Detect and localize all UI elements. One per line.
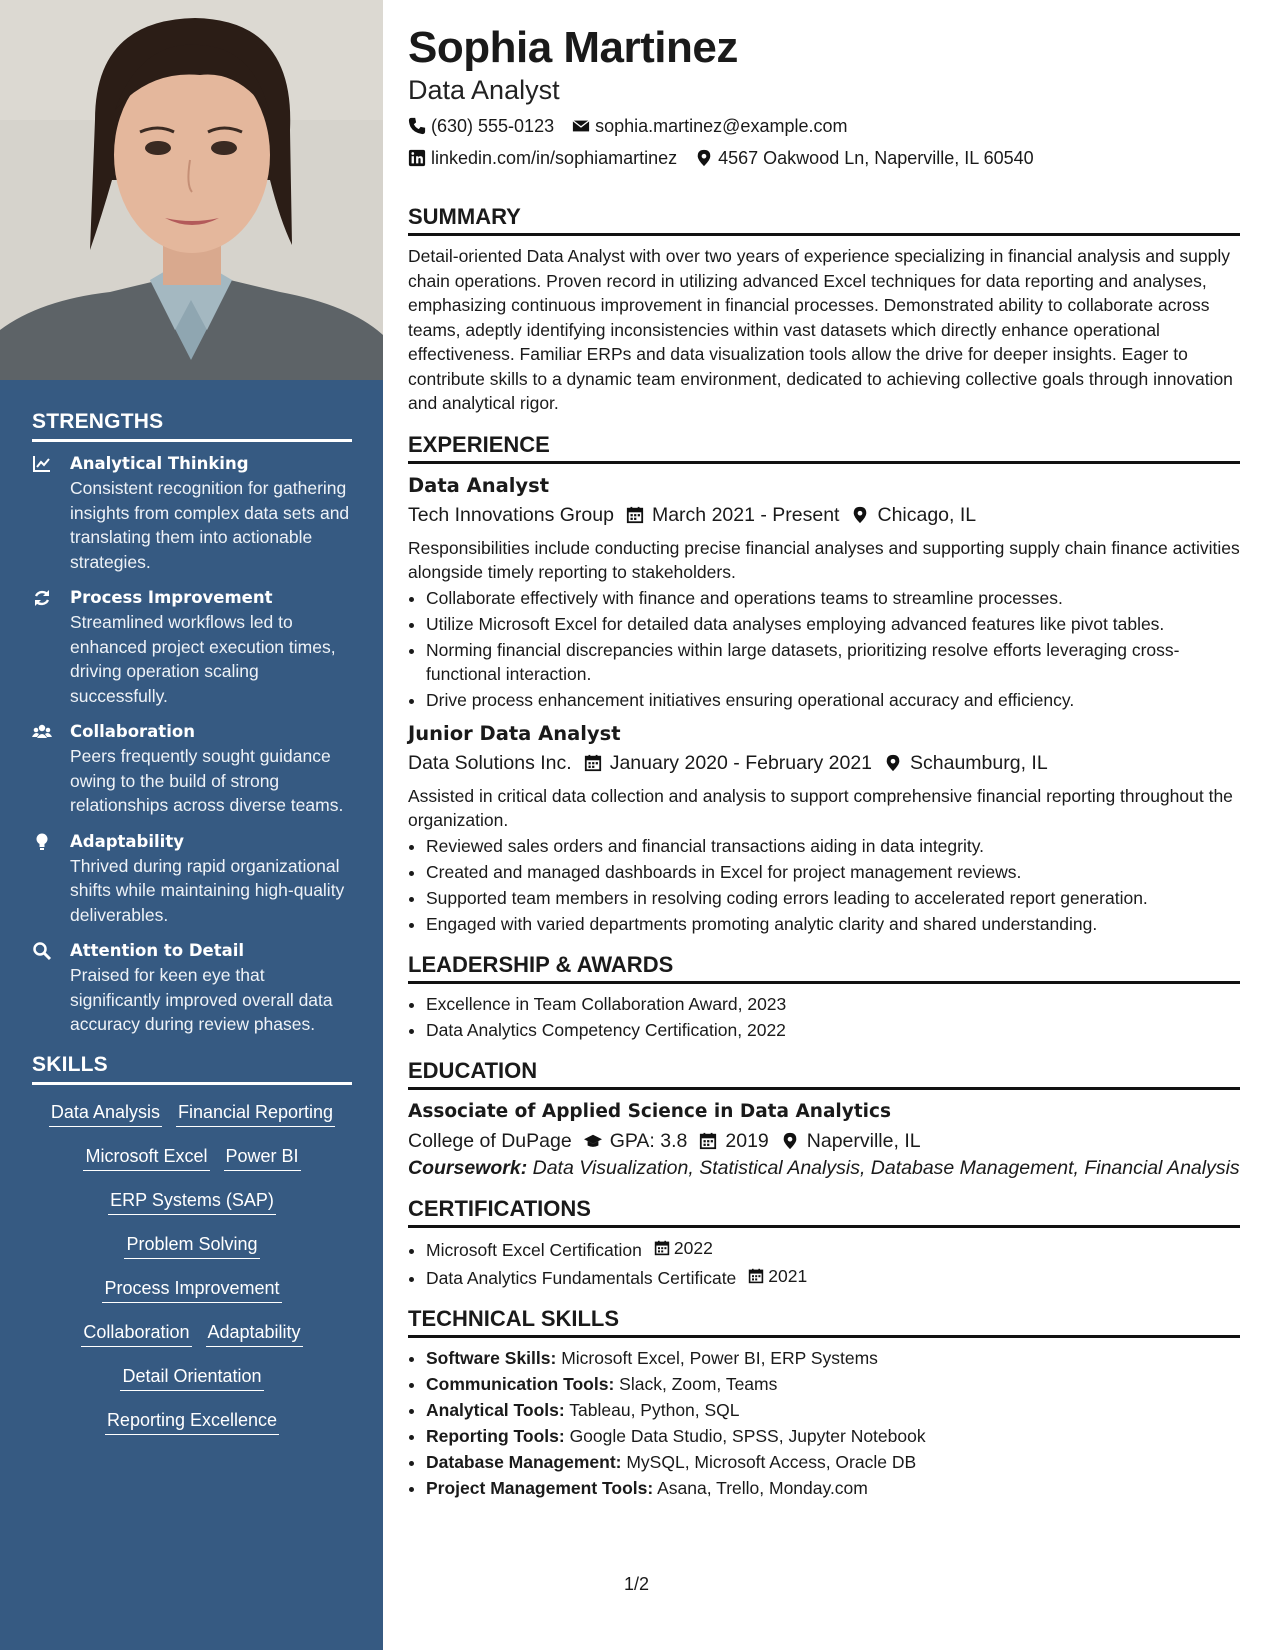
coursework bbox=[408, 1156, 1240, 1180]
cert-year: 2021 bbox=[768, 1265, 808, 1286]
map-pin-icon bbox=[781, 1132, 799, 1150]
calendar-icon bbox=[748, 1268, 764, 1284]
person-name: Sophia Martinez bbox=[408, 23, 738, 72]
job-dates: January 2020 - February 2021 bbox=[609, 751, 873, 774]
map-pin-icon bbox=[695, 149, 713, 167]
job-entry bbox=[408, 472, 1240, 712]
strength-item bbox=[32, 720, 352, 818]
calendar-icon bbox=[654, 1240, 670, 1256]
tech-value: Microsoft Excel, Power BI, ERP Systems bbox=[561, 1347, 878, 1368]
linkedin-link[interactable]: linkedin.com/in/sophiamartinez bbox=[431, 148, 678, 168]
tech-value: Tableau, Python, SQL bbox=[569, 1399, 740, 1420]
job-meta bbox=[408, 500, 1240, 530]
job-bullets bbox=[408, 586, 1240, 712]
envelope-icon bbox=[572, 117, 590, 135]
phone-number[interactable]: (630) 555-0123 bbox=[431, 116, 555, 136]
coursework-text: Data Visualization, Statistical Analysis, Database Management, Financial Analysis bbox=[532, 1156, 1240, 1179]
refresh-icon bbox=[32, 586, 70, 708]
tech-value: Slack, Zoom, Teams bbox=[619, 1373, 778, 1394]
main-content bbox=[408, 22, 1240, 1502]
graduation-year: 2019 bbox=[725, 1129, 769, 1152]
sidebar bbox=[0, 0, 383, 1650]
skill-tag: Data Analysis bbox=[49, 1099, 162, 1127]
map-pin-icon bbox=[884, 754, 902, 772]
list-item: • Supported team members in resolving coding errors leading to accelerated report generation. bbox=[426, 886, 1240, 910]
skills-list bbox=[32, 1099, 352, 1435]
awards-heading: LEADERSHIP & AWARDS bbox=[408, 952, 1240, 984]
users-icon bbox=[32, 720, 70, 818]
tech-label: Communication Tools: bbox=[426, 1373, 615, 1394]
summary-text: Detail-oriented Data Analyst with over two years of experience specializing in financial analysis and supply chain operations. Proven record in utilizing advanced Excel techniques for data reporting and analyses, emphasizing continuous improvement in financial processes. Demonstrated ability to collaborate across teams, adeptly identifying inconsistencies within vast datasets which directly enhance operational effectiveness. Familiar ERPs and data visualization tools allow the drive for deeper insights. Eager to contribute skills to a dynamic team environment, dedicated to achieving collective goals through innovation and analytical rigor. bbox=[408, 246, 1233, 413]
phone-icon bbox=[408, 117, 426, 135]
job-location: Schaumburg, IL bbox=[910, 751, 1048, 774]
list-item bbox=[426, 1450, 1240, 1474]
list-item bbox=[426, 1372, 1240, 1396]
strength-item bbox=[32, 939, 352, 1037]
strength-desc: Streamlined workflows led to enhanced project execution times, driving operation scaling successfully. bbox=[70, 612, 336, 706]
strength-desc: Peers frequently sought guidance owing to the build of strong relationships across diverse teams. bbox=[70, 746, 344, 815]
list-item: • Utilize Microsoft Excel for detailed data analyses employing advanced features like pivot tables. bbox=[426, 612, 1240, 636]
tech-label: Database Management: bbox=[426, 1451, 622, 1472]
tech-value: MySQL, Microsoft Access, Oracle DB bbox=[626, 1451, 917, 1472]
list-item bbox=[426, 1424, 1240, 1448]
tech-label: Software Skills: bbox=[426, 1347, 557, 1368]
skill-tag: Process Improvement bbox=[102, 1275, 281, 1303]
experience-heading: EXPERIENCE bbox=[408, 432, 1240, 464]
list-item: • Data Analytics Competency Certification, 2022 bbox=[426, 1018, 1240, 1042]
skills-heading: SKILLS bbox=[32, 1053, 352, 1085]
school-location: Naperville, IL bbox=[806, 1129, 921, 1152]
strength-desc: Praised for keen eye that significantly improved overall data accuracy during review phases. bbox=[70, 965, 333, 1034]
job-description: Assisted in critical data collection and analysis to support comprehensive financial reporting throughout the organization. bbox=[408, 785, 1233, 830]
strength-desc: Consistent recognition for gathering insights from complex data sets and translating them into actionable strategies. bbox=[70, 478, 350, 572]
education-meta bbox=[408, 1126, 1240, 1156]
job-meta bbox=[408, 748, 1240, 778]
strength-title: Adaptability bbox=[70, 831, 184, 851]
strength-item bbox=[32, 452, 352, 574]
cert-year: 2022 bbox=[673, 1237, 713, 1258]
list-item bbox=[426, 1264, 1240, 1290]
contact-row-2 bbox=[408, 142, 1240, 174]
list-item: • Reviewed sales orders and financial transactions aiding in data integrity. bbox=[426, 834, 1240, 858]
technical-skills-list bbox=[408, 1346, 1240, 1500]
gpa-text: GPA: 3.8 bbox=[609, 1129, 688, 1152]
strength-title: Attention to Detail bbox=[70, 941, 245, 960]
tech-label: Reporting Tools: bbox=[426, 1425, 565, 1446]
awards-list bbox=[408, 992, 1240, 1042]
skill-tag: Detail Orientation bbox=[120, 1363, 263, 1391]
skill-tag: Financial Reporting bbox=[176, 1099, 335, 1127]
email-link[interactable]: sophia.martinez@example.com bbox=[595, 116, 848, 136]
calendar-icon bbox=[699, 1132, 717, 1150]
list-item bbox=[426, 1346, 1240, 1370]
list-item bbox=[426, 1476, 1240, 1500]
skill-tag: Power BI bbox=[224, 1143, 301, 1171]
job-entry bbox=[408, 720, 1240, 936]
address-text: 4567 Oakwood Ln, Naperville, IL 60540 bbox=[718, 148, 1034, 168]
strengths-heading: STRENGTHS bbox=[32, 410, 352, 442]
strength-desc: Thrived during rapid organizational shifts while maintaining high-quality deliverables. bbox=[70, 855, 345, 925]
graduation-cap-icon bbox=[584, 1132, 602, 1150]
strength-title: Process Improvement bbox=[70, 588, 273, 607]
calendar-icon bbox=[626, 506, 644, 524]
list-item: • Collaborate effectively with finance and operations teams to streamline processes. bbox=[426, 586, 1240, 610]
company-name: Data Solutions Inc. bbox=[408, 751, 572, 774]
skill-tag: Adaptability bbox=[206, 1319, 303, 1347]
education-heading: EDUCATION bbox=[408, 1058, 1240, 1090]
strength-title: Analytical Thinking bbox=[70, 454, 249, 473]
list-item bbox=[426, 1236, 1240, 1262]
tech-value: Asana, Trello, Monday.com bbox=[657, 1477, 868, 1498]
tech-label: Analytical Tools: bbox=[426, 1399, 565, 1420]
job-description: Responsibilities include conducting precise financial analyses and supporting supply chain finance activities alongside timely reporting to stakeholders. bbox=[408, 537, 1240, 582]
job-dates: March 2021 - Present bbox=[651, 503, 840, 526]
tech-value: Google Data Studio, SPSS, Jupyter Notebook bbox=[569, 1425, 926, 1446]
cert-name: Microsoft Excel Certification bbox=[426, 1239, 642, 1260]
job-title: Junior Data Analyst bbox=[408, 721, 621, 745]
company-name: Tech Innovations Group bbox=[408, 503, 614, 526]
list-item bbox=[426, 1398, 1240, 1422]
school-name: College of DuPage bbox=[408, 1129, 572, 1152]
map-pin-icon bbox=[851, 506, 869, 524]
search-icon bbox=[32, 939, 70, 1037]
certifications-heading: CERTIFICATIONS bbox=[408, 1196, 1240, 1228]
strength-item bbox=[32, 830, 352, 928]
job-bullets bbox=[408, 834, 1240, 936]
profile-photo bbox=[0, 0, 383, 380]
list-item: • Created and managed dashboards in Excel for project management reviews. bbox=[426, 860, 1240, 884]
job-title: Data Analyst bbox=[408, 473, 550, 497]
list-item: • Engaged with varied departments promoting analytic clarity and shared understanding. bbox=[426, 912, 1240, 936]
technical-skills-heading: TECHNICAL SKILLS bbox=[408, 1306, 1240, 1338]
page-number: 1/2 bbox=[624, 1574, 650, 1594]
cert-name: Data Analytics Fundamentals Certificate bbox=[426, 1267, 737, 1288]
linkedin-icon bbox=[408, 149, 426, 167]
lightbulb-icon bbox=[32, 830, 70, 928]
skill-tag: ERP Systems (SAP) bbox=[108, 1187, 276, 1215]
skill-tag: Collaboration bbox=[81, 1319, 191, 1347]
contact-row bbox=[408, 110, 1240, 142]
strength-item bbox=[32, 586, 352, 708]
list-item: • Drive process enhancement initiatives ensuring operational accuracy and efficiency. bbox=[426, 688, 1240, 712]
certifications-list bbox=[408, 1236, 1240, 1290]
degree-title: Associate of Applied Science in Data Analytics bbox=[408, 1100, 891, 1122]
tech-label: Project Management Tools: bbox=[426, 1477, 654, 1498]
coursework-label: Coursework: bbox=[408, 1156, 528, 1179]
person-role: Data Analyst bbox=[408, 75, 560, 105]
chart-line-icon bbox=[32, 452, 70, 574]
list-item: • Excellence in Team Collaboration Award, 2023 bbox=[426, 992, 1240, 1016]
skill-tag: Microsoft Excel bbox=[83, 1143, 209, 1171]
skill-tag: Reporting Excellence bbox=[105, 1407, 279, 1435]
list-item: • Norming financial discrepancies within large datasets, prioritizing resolve efforts leveraging cross-functional interaction. bbox=[426, 638, 1240, 686]
strength-title: Collaboration bbox=[70, 722, 195, 741]
skill-tag: Problem Solving bbox=[124, 1231, 259, 1259]
summary-heading: SUMMARY bbox=[408, 204, 1240, 236]
job-location: Chicago, IL bbox=[877, 503, 977, 526]
calendar-icon bbox=[584, 754, 602, 772]
